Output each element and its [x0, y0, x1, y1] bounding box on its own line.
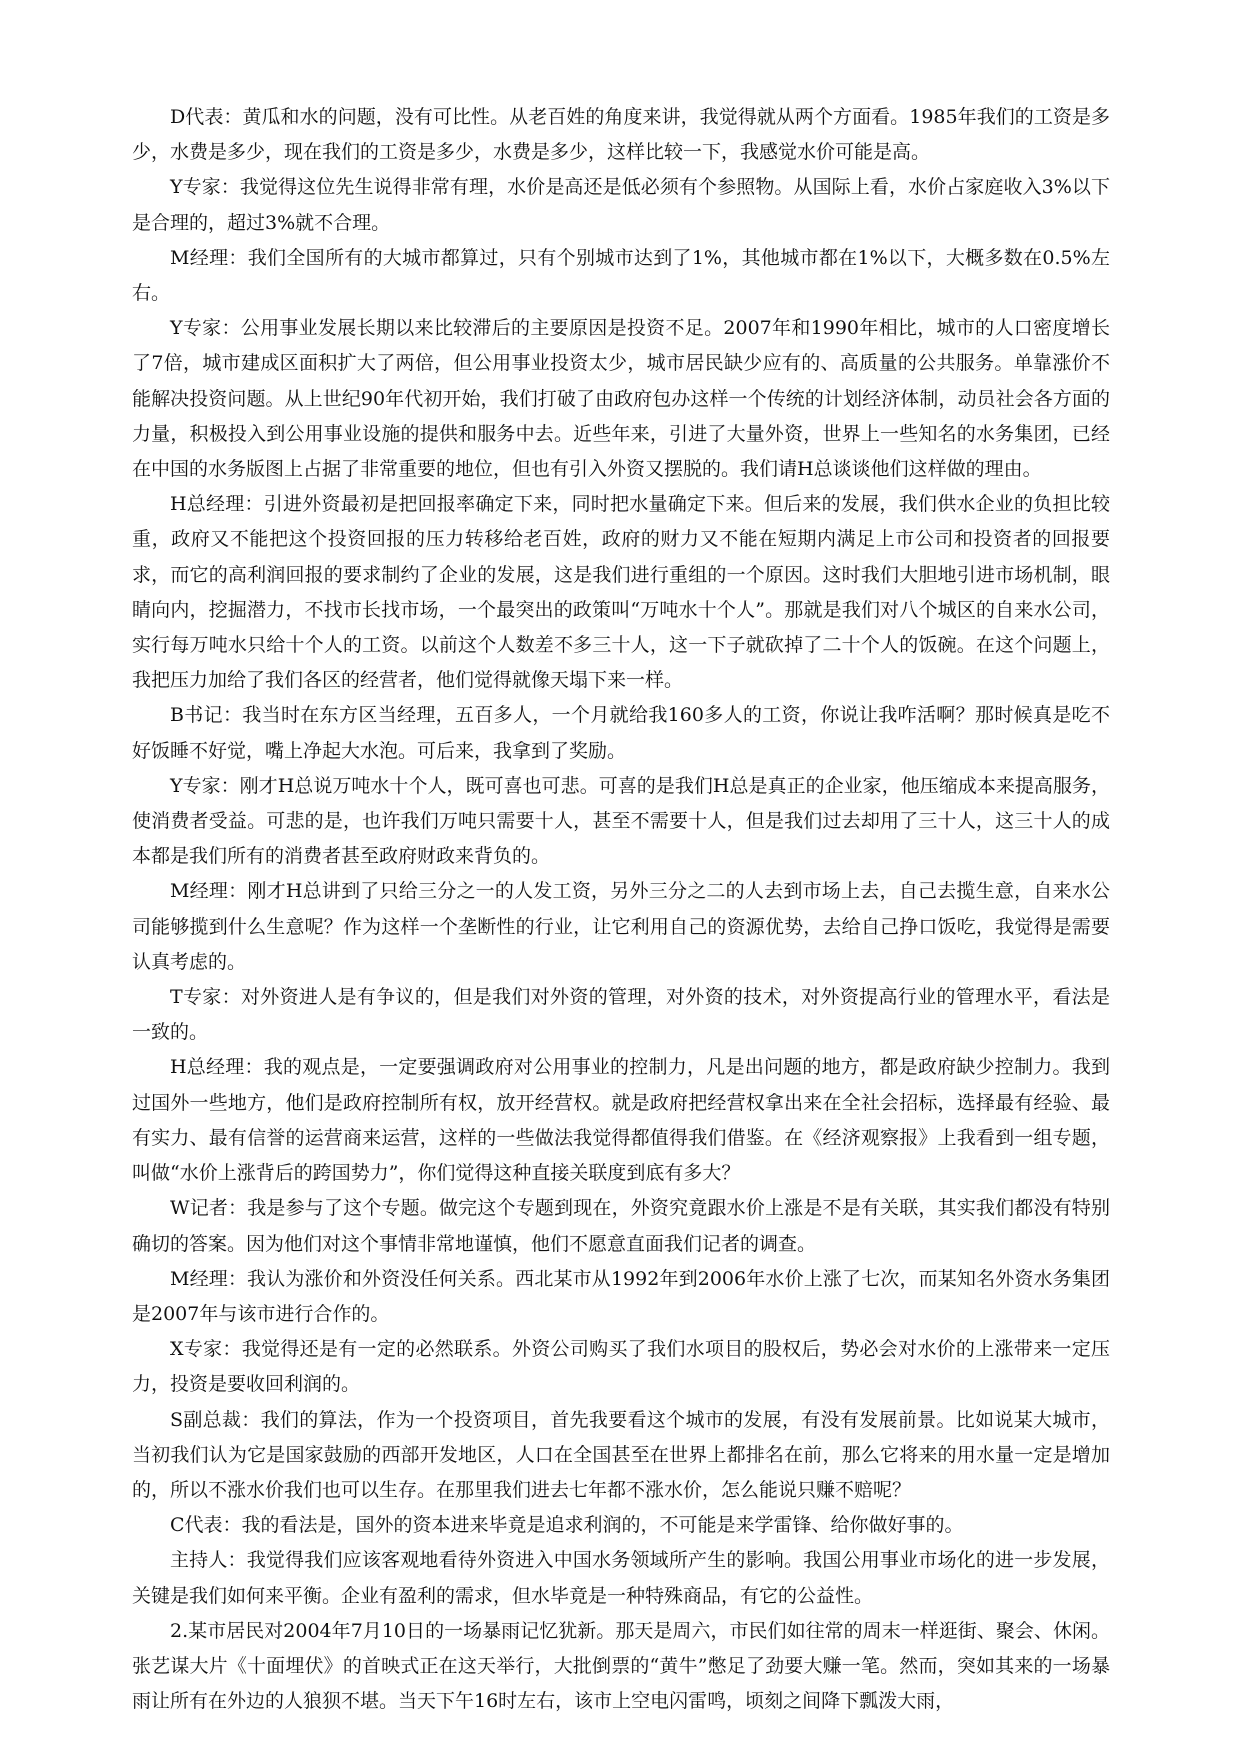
- paragraph-y-expert-3: Y专家：刚才H总说万吨水十个人，既可喜也可悲。可喜的是我们H总是真正的企业家，他压缩成本来提高服务，使消费者受益。可悲的是，也许我们万吨只需要十人，甚至不需要十人，但是我们过去却用了三十人，这三十人的成本都是我们所有的消费者甚至政府财政来背负的。: [132, 774, 1110, 868]
- paragraph-c-representative: C代表：我的看法是，国外的资本进来毕竟是追求利润的，不可能是来学雷锋、给你做好事的。: [170, 1514, 964, 1537]
- paragraph-y-expert-2: Y专家：公用事业发展长期以来比较滞后的主要原因是投资不足。2007年和1990年相比，城市的人口密度增长了7倍，城市建成区面积扩大了两倍，但公用事业投资太少，城市居民缺少应有的、高质量的公共服务。单靠涨价不能解决投资问题。从上世纪90年代初开始，我们打破了由政府包办这样一个传统的计划经济体制，动员社会各方面的力量，积极投入到公用事业设施的提供和服务中去。近些年来，引进了大量外资，世界上一些知名的水务集团，已经在中国的水务版图上占据了非常重要的地位，但也有引入外资又摆脱的。我们请H总谈谈他们这样做的理由。: [132, 317, 1110, 481]
- paragraph-material-2: 2.某市居民对2004年7月10日的一场暴雨记忆犹新。那天是周六，市民们如往常的周末一样逛街、聚会、休闲。张艺谋大片《十面埋伏》的首映式正在这天举行，大批倒票的“黄牛”憋足了劲要大赚一笔。然而，突如其来的一场暴雨让所有在外边的人狼狈不堪。当天下午16时左右，该市上空电闪雷鸣，顷刻之间降下瓢泼大雨，: [132, 1619, 1110, 1713]
- paragraph-y-expert-1: Y专家：我觉得这位先生说得非常有理，水价是高还是低必须有个参照物。从国际上看，水价占家庭收入3%以下是合理的，超过3%就不合理。: [132, 176, 1110, 234]
- paragraph-t-expert: T专家：对外资进人是有争议的，但是我们对外资的管理，对外资的技术，对外资提高行业的管理水平，看法是一致的。: [132, 986, 1110, 1044]
- paragraph-h-general-manager-1: H总经理：引进外资最初是把回报率确定下来，同时把水量确定下来。但后来的发展，我们供水企业的负担比较重，政府又不能把这个投资回报的压力转移给老百姓，政府的财力又不能在短期内满足上市公司和投资者的回报要求，而它的高利润回报的要求制约了企业的发展，这是我们进行重组的一个原因。这时我们大胆地引进市场机制，眼睛向内，挖掘潜力，不找市长找市场，一个最突出的政策叫“万吨水十个人”。那就是我们对八个城区的自来水公司，实行每万吨水只给十个人的工资。以前这个人数差不多三十人，这一下子就砍掉了二十个人的饭碗。在这个问题上，我把压力加给了我们各区的经营者，他们觉得就像天塌下来一样。: [132, 493, 1110, 692]
- paragraph-b-secretary: B书记：我当时在东方区当经理，五百多人，一个月就给我160多人的工资，你说让我咋活啊？那时候真是吃不好饭睡不好觉，嘴上净起大水泡。可后来，我拿到了奖励。: [132, 704, 1110, 762]
- paragraph-s-vice-president: S副总裁：我们的算法，作为一个投资项目，首先我要看这个城市的发展，有没有发展前景。比如说某大城市，当初我们认为它是国家鼓励的西部开发地区，人口在全国甚至在世界上都排名在前，那么它将来的用水量一定是增加的，所以不涨水价我们也可以生存。在那里我们进去七年都不涨水价，怎么能说只赚不赔呢？: [132, 1408, 1110, 1501]
- document-page: [132, 100, 1110, 1719]
- paragraph-w-reporter: W记者：我是参与了这个专题。做完这个专题到现在，外资究竟跟水价上涨是不是有关联，其实我们都没有特别确切的答案。因为他们对这个事情非常地谨慎，他们不愿意直面我们记者的调查。: [132, 1197, 1110, 1255]
- paragraph-m-manager-2: M经理：刚才H总讲到了只给三分之一的人发工资，另外三分之二的人去到市场上去，自己去揽生意，自来水公司能够揽到什么生意呢？作为这样一个垄断性的行业，让它利用自己的资源优势，去给自己挣口饭吃，我觉得是需要认真考虑的。: [132, 880, 1110, 973]
- paragraph-d-representative: D代表：黄瓜和水的问题，没有可比性。从老百姓的角度来讲，我觉得就从两个方面看。1985年我们的工资是多少，水费是多少，现在我们的工资是多少，水费是多少，这样比较一下，我感觉水价可能是高。: [132, 106, 1110, 164]
- paragraph-m-manager-3: M经理：我认为涨价和外资没任何关系。西北某市从1992年到2006年水价上涨了七次，而某知名外资水务集团是2007年与该市进行合作的。: [132, 1267, 1110, 1325]
- paragraph-m-manager-1: M经理：我们全国所有的大城市都算过，只有个别城市达到了1%，其他城市都在1%以下，大概多数在0.5%左右。: [132, 246, 1110, 305]
- paragraph-h-general-manager-2: H总经理：我的观点是，一定要强调政府对公用事业的控制力，凡是出问题的地方，都是政府缺少控制力。我到过国外一些地方，他们是政府控制所有权，放开经营权。就是政府把经营权拿出来在全社会招标，选择最有经验、最有实力、最有信誉的运营商来运营，这样的一些做法我觉得都值得我们借鉴。在《经济观察报》上我看到一组专题，叫做“水价上涨背后的跨国势力”，你们觉得这种直接关联度到底有多大？: [132, 1056, 1110, 1185]
- paragraph-host: 主持人：我觉得我们应该客观地看待外资进入中国水务领域所产生的影响。我国公用事业市场化的进一步发展，关键是我们如何来平衡。企业有盈利的需求，但水毕竟是一种特殊商品，有它的公益性。: [132, 1549, 1110, 1607]
- paragraph-x-expert: X专家：我觉得还是有一定的必然联系。外资公司购买了我们水项目的股权后，势必会对水价的上涨带来一定压力，投资是要收回利润的。: [132, 1338, 1110, 1396]
